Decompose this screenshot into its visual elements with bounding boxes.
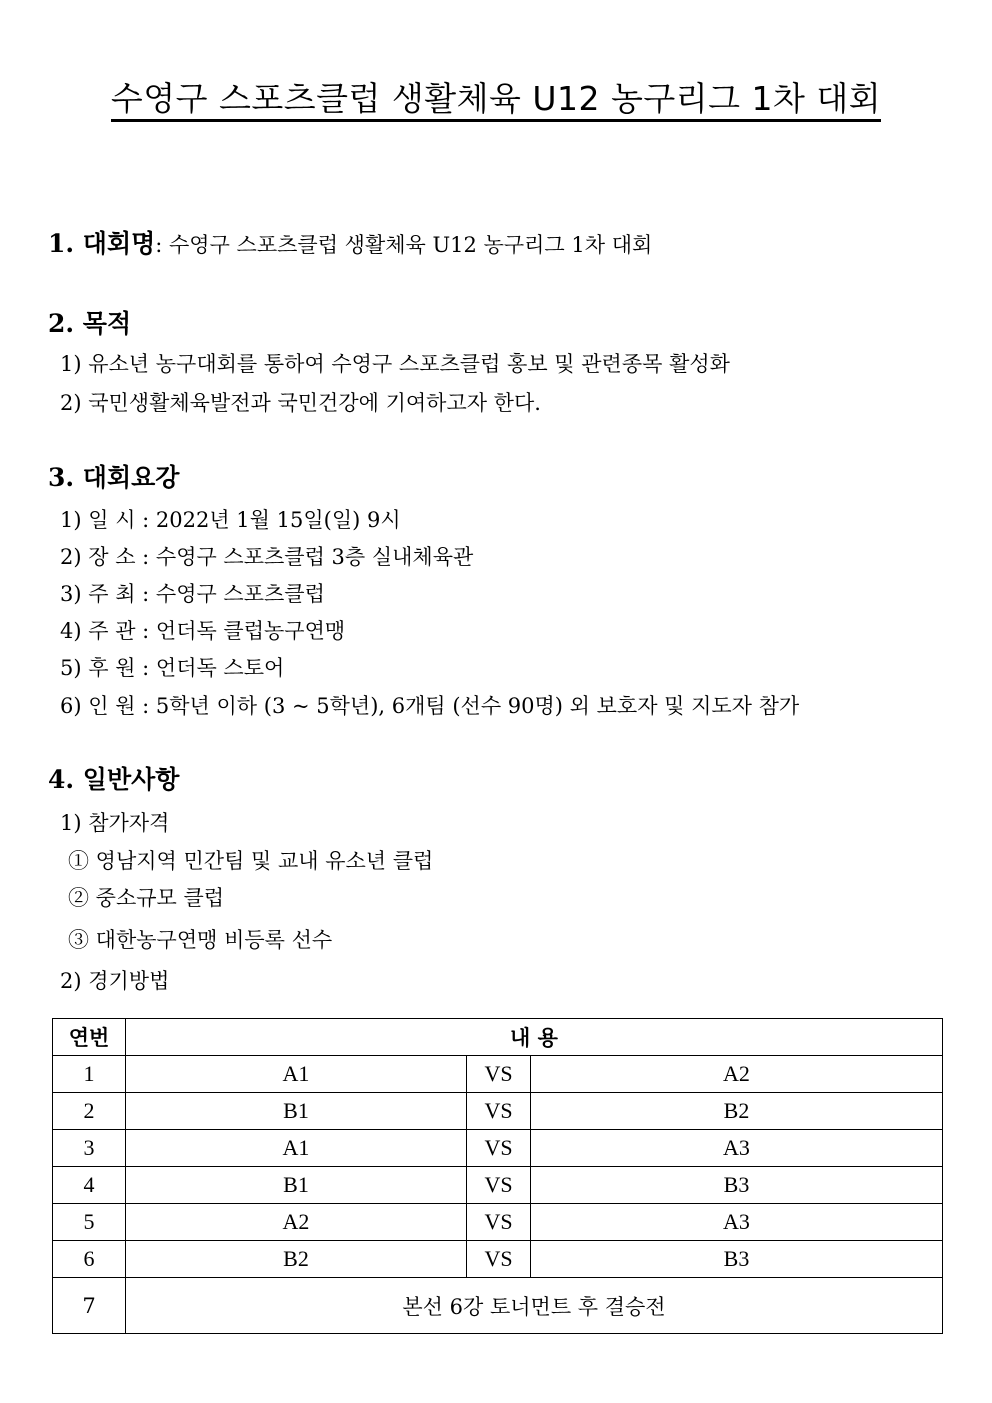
qualification-item: ② 중소규모 클럽 (68, 886, 225, 910)
table-row (53, 1130, 943, 1167)
outline-item: 5) 후 원 : 언더독 스토어 (60, 656, 285, 680)
row-no: 3 (53, 1130, 126, 1167)
section-1-heading: 1. 대회명 (48, 229, 156, 258)
outline-item: 3) 주 최 : 수영구 스포츠클럽 (60, 582, 325, 606)
table-header-row (53, 1019, 943, 1056)
document-title: 수영구 스포츠클럽 생활체육 U12 농구리그 1차 대회 (0, 74, 992, 124)
vs-label: VS (467, 1093, 531, 1130)
away-team: B3 (531, 1241, 943, 1278)
header-no: 연번 (53, 1019, 126, 1056)
table-row-final (53, 1278, 943, 1334)
outline-item: 2) 장 소 : 수영구 스포츠클럽 3층 실내체육관 (60, 545, 474, 569)
match-table (52, 1018, 943, 1334)
section-4-heading: 4. 일반사항 (48, 765, 180, 794)
section-2-heading: 2. 목적 (48, 309, 132, 338)
table-row (53, 1241, 943, 1278)
away-team: B3 (531, 1167, 943, 1204)
away-team: A3 (531, 1130, 943, 1167)
section-1-text: : 수영구 스포츠클럽 생활체육 U12 농구리그 1차 대회 (155, 233, 653, 257)
purpose-item: 1) 유소년 농구대회를 통하여 수영구 스포츠클럽 홍보 및 관련종목 활성화 (60, 352, 730, 376)
row-no: 5 (53, 1204, 126, 1241)
home-team: B2 (126, 1241, 467, 1278)
qualification-label: 1) 참가자격 (60, 811, 170, 835)
header-content: 내 용 (126, 1019, 943, 1056)
row-no: 6 (53, 1241, 126, 1278)
row-no: 1 (53, 1056, 126, 1093)
outline-item: 4) 주 관 : 언더독 클럽농구연맹 (60, 619, 346, 643)
table-row (53, 1093, 943, 1130)
home-team: A1 (126, 1056, 467, 1093)
row-no: 4 (53, 1167, 126, 1204)
section-3-heading: 3. 대회요강 (48, 463, 180, 492)
vs-label: VS (467, 1130, 531, 1167)
outline-item: 1) 일 시 : 2022년 1월 15일(일) 9시 (60, 508, 401, 532)
away-team: A3 (531, 1204, 943, 1241)
vs-label: VS (467, 1167, 531, 1204)
table-row (53, 1056, 943, 1093)
vs-label: VS (467, 1056, 531, 1093)
purpose-item: 2) 국민생활체육발전과 국민건강에 기여하고자 한다. (60, 391, 541, 415)
row-no: 7 (53, 1278, 126, 1334)
away-team: B2 (531, 1093, 943, 1130)
vs-label: VS (467, 1241, 531, 1278)
home-team: A1 (126, 1130, 467, 1167)
vs-label: VS (467, 1204, 531, 1241)
home-team: B1 (126, 1167, 467, 1204)
table-row (53, 1204, 943, 1241)
home-team: A2 (126, 1204, 467, 1241)
method-label: 2) 경기방법 (60, 969, 170, 993)
section-1 (48, 229, 652, 260)
qualification-item: ③ 대한농구연맹 비등록 선수 (68, 928, 333, 952)
outline-item: 6) 인 원 : 5학년 이하 (3 ~ 5학년), 6개팀 (선수 90명) 외 보호자 및 지도자 참가 (60, 694, 800, 718)
final-stage-text: 본선 6강 토너먼트 후 결승전 (126, 1278, 943, 1334)
row-no: 2 (53, 1093, 126, 1130)
home-team: B1 (126, 1093, 467, 1130)
table-row (53, 1167, 943, 1204)
qualification-item: ① 영남지역 민간팀 및 교내 유소년 클럽 (68, 849, 434, 873)
away-team: A2 (531, 1056, 943, 1093)
